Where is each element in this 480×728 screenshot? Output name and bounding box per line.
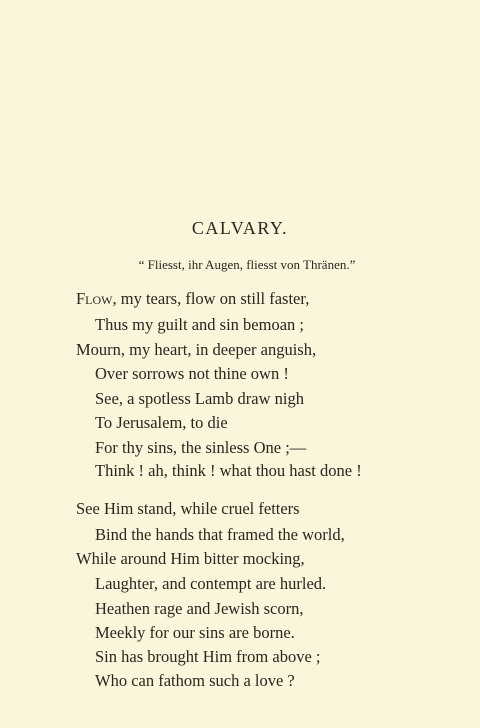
- poem-line: Heathen rage and Jewish scorn,: [95, 599, 304, 618]
- poem-epigraph: “ Fliesst, ihr Augen, fliesst von Thränen.”: [138, 257, 356, 272]
- poem-line: Mourn, my heart, in deeper anguish,: [76, 340, 317, 359]
- poem-line: Bind the hands that framed the world,: [95, 525, 345, 544]
- poem-line: Thus my guilt and sin bemoan ;: [95, 315, 304, 334]
- poem-line: [76, 289, 309, 309]
- poem-line: Meekly for our sins are borne.: [95, 623, 295, 642]
- poem-line-lead: Flow: [76, 289, 113, 308]
- poem-title: CALVARY.: [191, 218, 289, 238]
- poem-line: Over sorrows not thine own !: [95, 364, 289, 383]
- poem-line: For thy sins, the sinless One ;—: [95, 438, 307, 457]
- poem-line: Think ! ah, think ! what thou hast done !: [95, 461, 362, 480]
- poem-line: Who can fathom such a love ?: [95, 671, 295, 690]
- poem-line: See, a spotless Lamb draw nigh: [95, 389, 304, 408]
- poem-line: Sin has brought Him from above ;: [95, 647, 321, 666]
- poem-line: While around Him bitter mocking,: [76, 549, 305, 568]
- poem-line: To Jerusalem, to die: [95, 413, 228, 432]
- poem-line: See Him stand, while cruel fetters: [76, 499, 300, 518]
- poem-line: Laughter, and contempt are hurled.: [95, 574, 327, 593]
- poem-line-rest: , my tears, flow on still faster,: [112, 289, 310, 308]
